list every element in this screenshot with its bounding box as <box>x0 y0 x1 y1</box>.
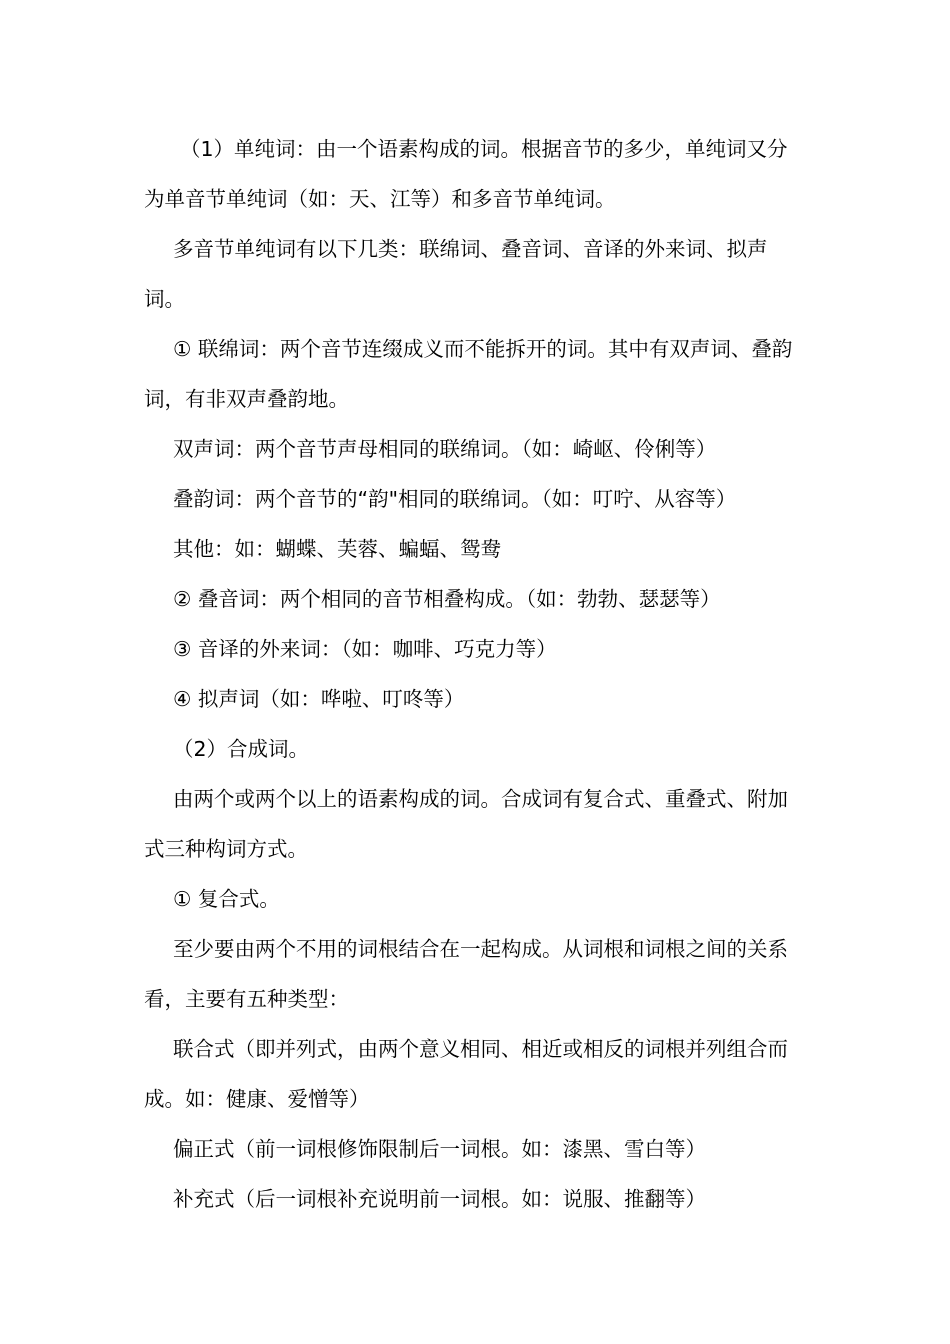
paragraph-pianzheng: 偏正式（前一词根修饰限制后一词根。如：漆黑、雪白等） <box>173 1137 706 1161</box>
paragraph-reduplicated: ② 叠音词：两个相同的音节相叠构成。（如：勃勃、瑟瑟等） <box>173 587 721 611</box>
paragraph-onomatopoeia: ④ 拟声词（如：哗啦、叮咚等） <box>173 687 465 711</box>
paragraph-shuangsheng: 双声词：两个音节声母相同的联绵词。（如：崎岖、伶俐等） <box>173 437 717 461</box>
paragraph-lianhe: 联合式（即并列式，由两个意义相同、相近或相反的词根并列组合而成。如：健康、爱憎等） <box>144 1037 788 1111</box>
paragraph-compound-def: 由两个或两个以上的语素构成的词。合成词有复合式、重叠式、附加式三种构词方式。 <box>144 787 788 861</box>
paragraph-fuhe-heading: ① 复合式。 <box>173 887 280 911</box>
paragraph-simple-word: （1）单纯词：由一个语素构成的词。根据音节的多少，单纯词又分为单音节单纯词（如：天、江等）和多音节单纯词。 <box>144 137 788 211</box>
paragraph-other: 其他：如：蝴蝶、芙蓉、蝙蝠、鸳鸯 <box>173 537 501 561</box>
paragraph-multisyllable-types: 多音节单纯词有以下几类：联绵词、叠音词、音译的外来词、拟声词。 <box>144 237 768 311</box>
paragraph-loanword: ③ 音译的外来词：（如：咖啡、巧克力等） <box>173 637 557 661</box>
paragraph-lianmian: ① 联绵词：两个音节连缀成义而不能拆开的词。其中有双声词、叠韵词，有非双声叠韵地。 <box>144 337 793 411</box>
paragraph-buchong: 补充式（后一词根补充说明前一词根。如：说服、推翻等） <box>173 1187 706 1211</box>
document-page <box>144 124 808 1224</box>
paragraph-fuhe-def: 至少要由两个不用的词根结合在一起构成。从词根和词根之间的关系看，主要有五种类型： <box>144 937 788 1011</box>
paragraph-compound-heading: （2）合成词。 <box>173 737 310 761</box>
paragraph-dieyun: 叠韵词：两个音节的“韵"相同的联绵词。（如：叮咛、从容等） <box>173 487 737 511</box>
